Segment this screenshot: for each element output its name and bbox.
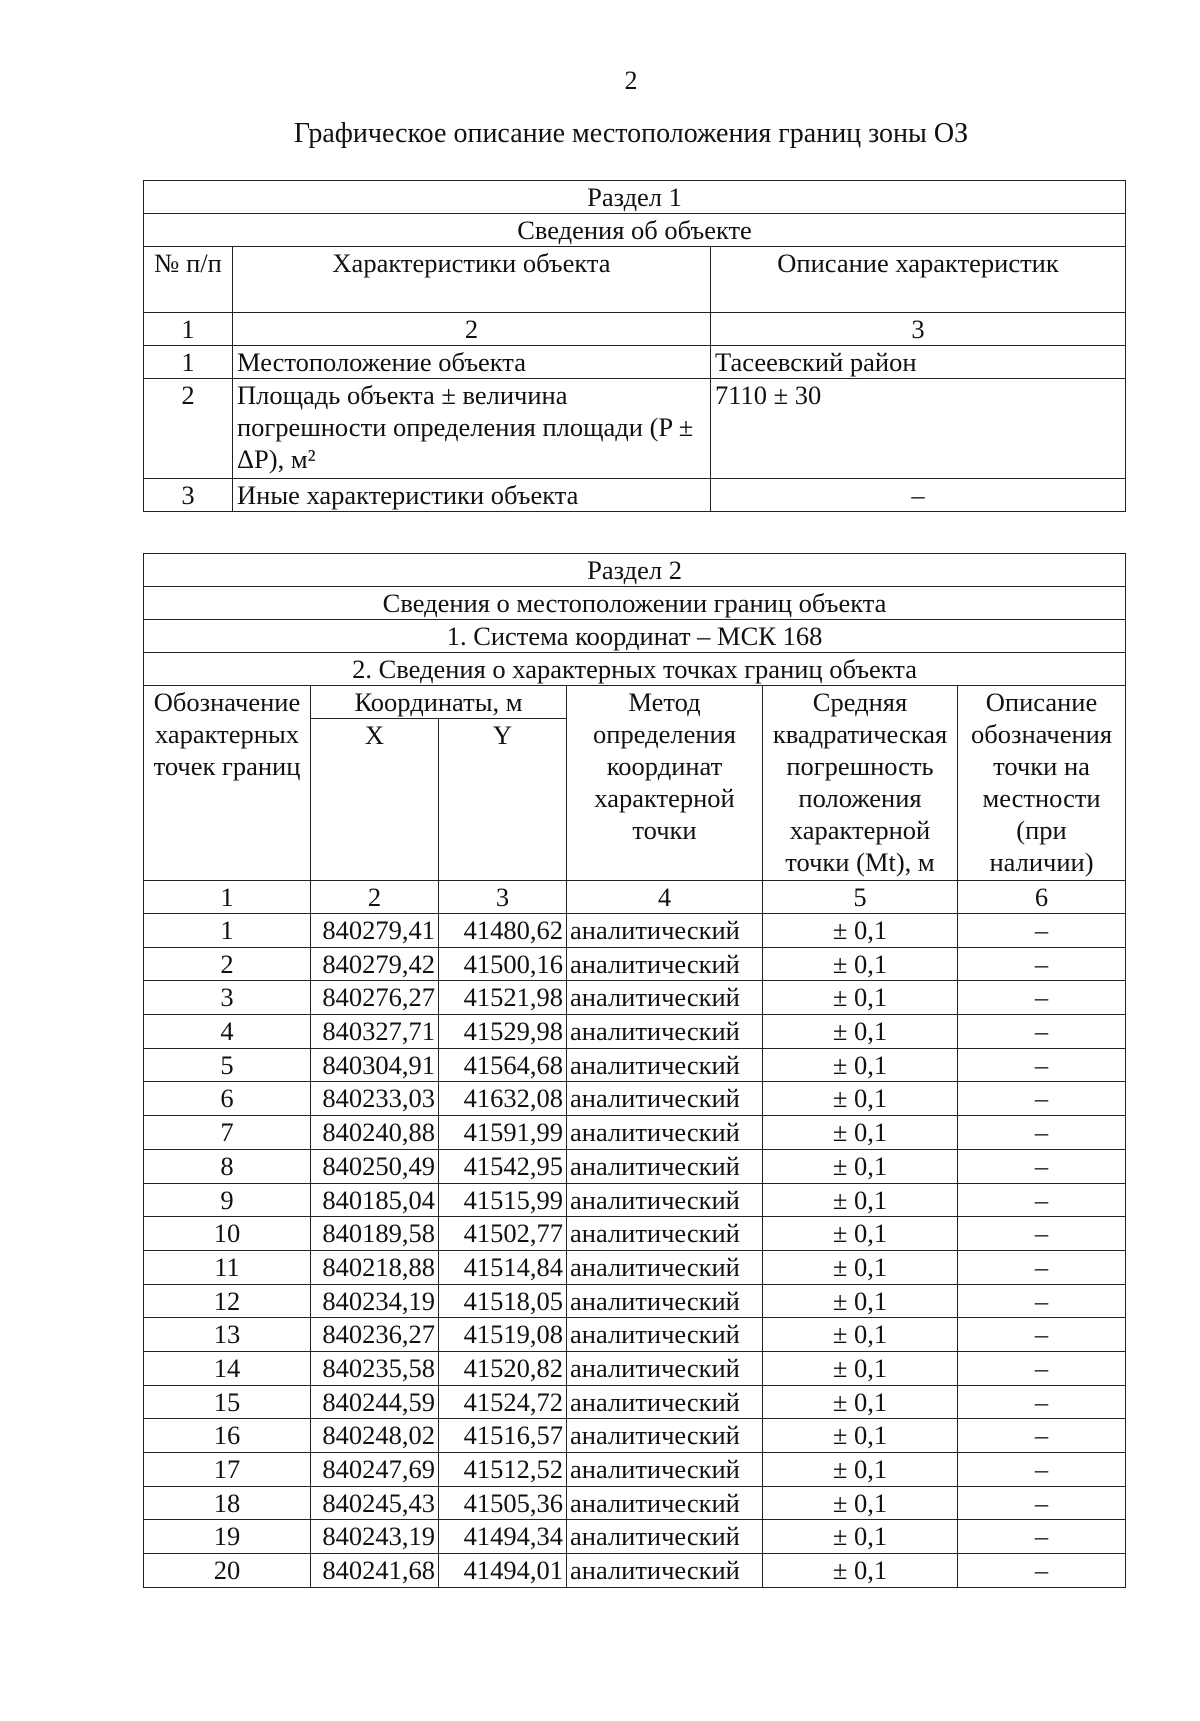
point-x: 840276,27: [311, 981, 439, 1015]
table-row: [144, 1554, 1126, 1588]
section2-subheading: Сведения о местоположении границ объекта: [144, 587, 1126, 620]
table-row: [144, 1419, 1126, 1453]
point-description: –: [958, 1284, 1126, 1318]
point-description: –: [958, 1419, 1126, 1453]
table-row: [144, 1217, 1126, 1251]
point-method: аналитический: [567, 981, 763, 1015]
point-error: ± 0,1: [763, 1183, 958, 1217]
point-method: аналитический: [567, 1116, 763, 1150]
row-number: 2: [144, 379, 233, 479]
page-number: 2: [624, 66, 638, 95]
point-description: –: [958, 914, 1126, 948]
table-row: [144, 1250, 1126, 1284]
point-description: –: [958, 1183, 1126, 1217]
point-error: ± 0,1: [763, 981, 958, 1015]
point-description: –: [958, 1250, 1126, 1284]
table-row: [144, 1183, 1126, 1217]
point-description: –: [958, 1015, 1126, 1049]
point-description: –: [958, 1453, 1126, 1487]
point-number: 14: [144, 1351, 311, 1385]
point-error: ± 0,1: [763, 1015, 958, 1049]
point-method: аналитический: [567, 1318, 763, 1352]
col-number: 2: [311, 881, 439, 914]
point-description: –: [958, 1351, 1126, 1385]
section1-col-number: 1: [144, 313, 233, 346]
point-number: 5: [144, 1048, 311, 1082]
point-description: –: [958, 1116, 1126, 1150]
row-value: 7110 ± 30: [711, 379, 1126, 479]
point-y: 41519,08: [439, 1318, 567, 1352]
point-number: 13: [144, 1318, 311, 1352]
point-y: 41529,98: [439, 1015, 567, 1049]
col-number: 6: [958, 881, 1126, 914]
point-x: 840240,88: [311, 1116, 439, 1150]
col-header-x: X: [311, 719, 439, 881]
point-y: 41542,95: [439, 1149, 567, 1183]
point-y: 41512,52: [439, 1453, 567, 1487]
point-x: 840244,59: [311, 1385, 439, 1419]
table-row: [144, 1318, 1126, 1352]
table-row: [144, 1284, 1126, 1318]
point-method: аналитический: [567, 1217, 763, 1251]
row-characteristic: Иные характеристики объекта: [233, 479, 711, 512]
table-row: [144, 1385, 1126, 1419]
point-x: 840304,91: [311, 1048, 439, 1082]
point-description: –: [958, 1520, 1126, 1554]
point-number: 19: [144, 1520, 311, 1554]
row-number: 1: [144, 346, 233, 379]
col-header-coords: Координаты, м: [311, 686, 567, 719]
point-method: аналитический: [567, 1385, 763, 1419]
point-method: аналитический: [567, 1048, 763, 1082]
point-error: ± 0,1: [763, 1116, 958, 1150]
point-x: 840247,69: [311, 1453, 439, 1487]
point-method: аналитический: [567, 1486, 763, 1520]
col-header-method: Метод определения координат характерной точки: [567, 686, 763, 881]
col-header-designation: Обозначение характерных точек границ: [144, 686, 311, 881]
point-method: аналитический: [567, 1554, 763, 1588]
point-number: 20: [144, 1554, 311, 1588]
point-error: ± 0,1: [763, 1284, 958, 1318]
point-error: ± 0,1: [763, 1453, 958, 1487]
point-number: 3: [144, 981, 311, 1015]
row-number: 3: [144, 479, 233, 512]
point-description: –: [958, 1217, 1126, 1251]
section1-row: [144, 346, 1126, 379]
point-number: 10: [144, 1217, 311, 1251]
point-x: 840245,43: [311, 1486, 439, 1520]
section1-row: [144, 379, 1126, 479]
document-title: Графическое описание местоположения границ зоны ОЗ: [293, 118, 969, 149]
table-row: [144, 1116, 1126, 1150]
point-method: аналитический: [567, 947, 763, 981]
point-x: 840327,71: [311, 1015, 439, 1049]
point-error: ± 0,1: [763, 1554, 958, 1588]
section1-col-number: 2: [233, 313, 711, 346]
points-heading: 2. Сведения о характерных точках границ объекта: [144, 653, 1126, 686]
table-row: [144, 1082, 1126, 1116]
point-description: –: [958, 1318, 1126, 1352]
point-x: 840235,58: [311, 1351, 439, 1385]
point-number: 7: [144, 1116, 311, 1150]
point-number: 8: [144, 1149, 311, 1183]
table-row: [144, 1015, 1126, 1049]
point-number: 18: [144, 1486, 311, 1520]
point-method: аналитический: [567, 1520, 763, 1554]
col-header-error: Средняя квадратическая погрешность положения характерной точки (Mt), м: [763, 686, 958, 881]
point-y: 41564,68: [439, 1048, 567, 1082]
point-error: ± 0,1: [763, 1520, 958, 1554]
row-characteristic: Местоположение объекта: [233, 346, 711, 379]
col-header-description: Описание обозначения точки на местности (при наличии): [958, 686, 1126, 881]
table-row: [144, 1351, 1126, 1385]
point-error: ± 0,1: [763, 1385, 958, 1419]
point-method: аналитический: [567, 1284, 763, 1318]
point-number: 6: [144, 1082, 311, 1116]
col-number: 5: [763, 881, 958, 914]
point-y: 41520,82: [439, 1351, 567, 1385]
point-method: аналитический: [567, 914, 763, 948]
point-x: 840241,68: [311, 1554, 439, 1588]
point-number: 15: [144, 1385, 311, 1419]
section1-col-header-name: Характеристики объекта: [233, 247, 711, 313]
point-description: –: [958, 1385, 1126, 1419]
point-x: 840243,19: [311, 1520, 439, 1554]
point-method: аналитический: [567, 1183, 763, 1217]
point-y: 41505,36: [439, 1486, 567, 1520]
section1-col-header-desc: Описание характеристик: [711, 247, 1126, 313]
point-error: ± 0,1: [763, 1486, 958, 1520]
table-row: [144, 914, 1126, 948]
point-number: 2: [144, 947, 311, 981]
point-x: 840185,04: [311, 1183, 439, 1217]
point-method: аналитический: [567, 1015, 763, 1049]
section1-subheading: Сведения об объекте: [144, 214, 1126, 247]
point-method: аналитический: [567, 1453, 763, 1487]
point-description: –: [958, 1082, 1126, 1116]
point-y: 41632,08: [439, 1082, 567, 1116]
col-number: 4: [567, 881, 763, 914]
point-error: ± 0,1: [763, 1048, 958, 1082]
point-y: 41502,77: [439, 1217, 567, 1251]
point-description: –: [958, 1486, 1126, 1520]
table-row: [144, 981, 1126, 1015]
point-method: аналитический: [567, 1149, 763, 1183]
point-method: аналитический: [567, 1351, 763, 1385]
section1-col-number: 3: [711, 313, 1126, 346]
table-row: [144, 1453, 1126, 1487]
point-y: 41591,99: [439, 1116, 567, 1150]
row-value: Тасеевский район: [711, 346, 1126, 379]
point-y: 41500,16: [439, 947, 567, 981]
section2-heading: Раздел 2: [144, 554, 1126, 587]
point-error: ± 0,1: [763, 1419, 958, 1453]
col-number: 3: [439, 881, 567, 914]
table-row: [144, 947, 1126, 981]
point-error: ± 0,1: [763, 1217, 958, 1251]
point-description: –: [958, 1048, 1126, 1082]
point-x: 840279,41: [311, 914, 439, 948]
point-number: 1: [144, 914, 311, 948]
point-x: 840218,88: [311, 1250, 439, 1284]
section1-col-header-num: № п/п: [144, 247, 233, 313]
point-number: 17: [144, 1453, 311, 1487]
point-y: 41524,72: [439, 1385, 567, 1419]
point-y: 41494,01: [439, 1554, 567, 1588]
point-error: ± 0,1: [763, 914, 958, 948]
point-number: 12: [144, 1284, 311, 1318]
point-x: 840248,02: [311, 1419, 439, 1453]
section1-heading: Раздел 1: [144, 181, 1126, 214]
point-number: 9: [144, 1183, 311, 1217]
table-row: [144, 1149, 1126, 1183]
point-y: 41494,34: [439, 1520, 567, 1554]
point-y: 41480,62: [439, 914, 567, 948]
point-y: 41516,57: [439, 1419, 567, 1453]
point-error: ± 0,1: [763, 1250, 958, 1284]
point-description: –: [958, 947, 1126, 981]
points-table-body: [144, 914, 1126, 1588]
table-row: [144, 1048, 1126, 1082]
point-x: 840189,58: [311, 1217, 439, 1251]
row-value: –: [711, 479, 1126, 512]
point-number: 11: [144, 1250, 311, 1284]
point-y: 41514,84: [439, 1250, 567, 1284]
table-row: [144, 1486, 1126, 1520]
point-method: аналитический: [567, 1419, 763, 1453]
section1-table: [143, 180, 1126, 512]
point-y: 41515,99: [439, 1183, 567, 1217]
table-row: [144, 1520, 1126, 1554]
point-error: ± 0,1: [763, 947, 958, 981]
point-method: аналитический: [567, 1082, 763, 1116]
point-y: 41521,98: [439, 981, 567, 1015]
point-x: 840250,49: [311, 1149, 439, 1183]
point-error: ± 0,1: [763, 1318, 958, 1352]
point-x: 840233,03: [311, 1082, 439, 1116]
point-error: ± 0,1: [763, 1082, 958, 1116]
point-number: 4: [144, 1015, 311, 1049]
col-number: 1: [144, 881, 311, 914]
point-method: аналитический: [567, 1250, 763, 1284]
section1-row: [144, 479, 1126, 512]
point-error: ± 0,1: [763, 1149, 958, 1183]
section2-table: [143, 553, 1126, 1588]
row-characteristic: Площадь объекта ± величина погрешности определения площади (P ± ΔP), м²: [233, 379, 711, 479]
point-number: 16: [144, 1419, 311, 1453]
point-x: 840234,19: [311, 1284, 439, 1318]
point-description: –: [958, 1149, 1126, 1183]
point-y: 41518,05: [439, 1284, 567, 1318]
point-x: 840279,42: [311, 947, 439, 981]
coordinate-system: 1. Система координат – МСК 168: [144, 620, 1126, 653]
point-description: –: [958, 981, 1126, 1015]
point-description: –: [958, 1554, 1126, 1588]
col-header-y: Y: [439, 719, 567, 881]
point-error: ± 0,1: [763, 1351, 958, 1385]
point-x: 840236,27: [311, 1318, 439, 1352]
